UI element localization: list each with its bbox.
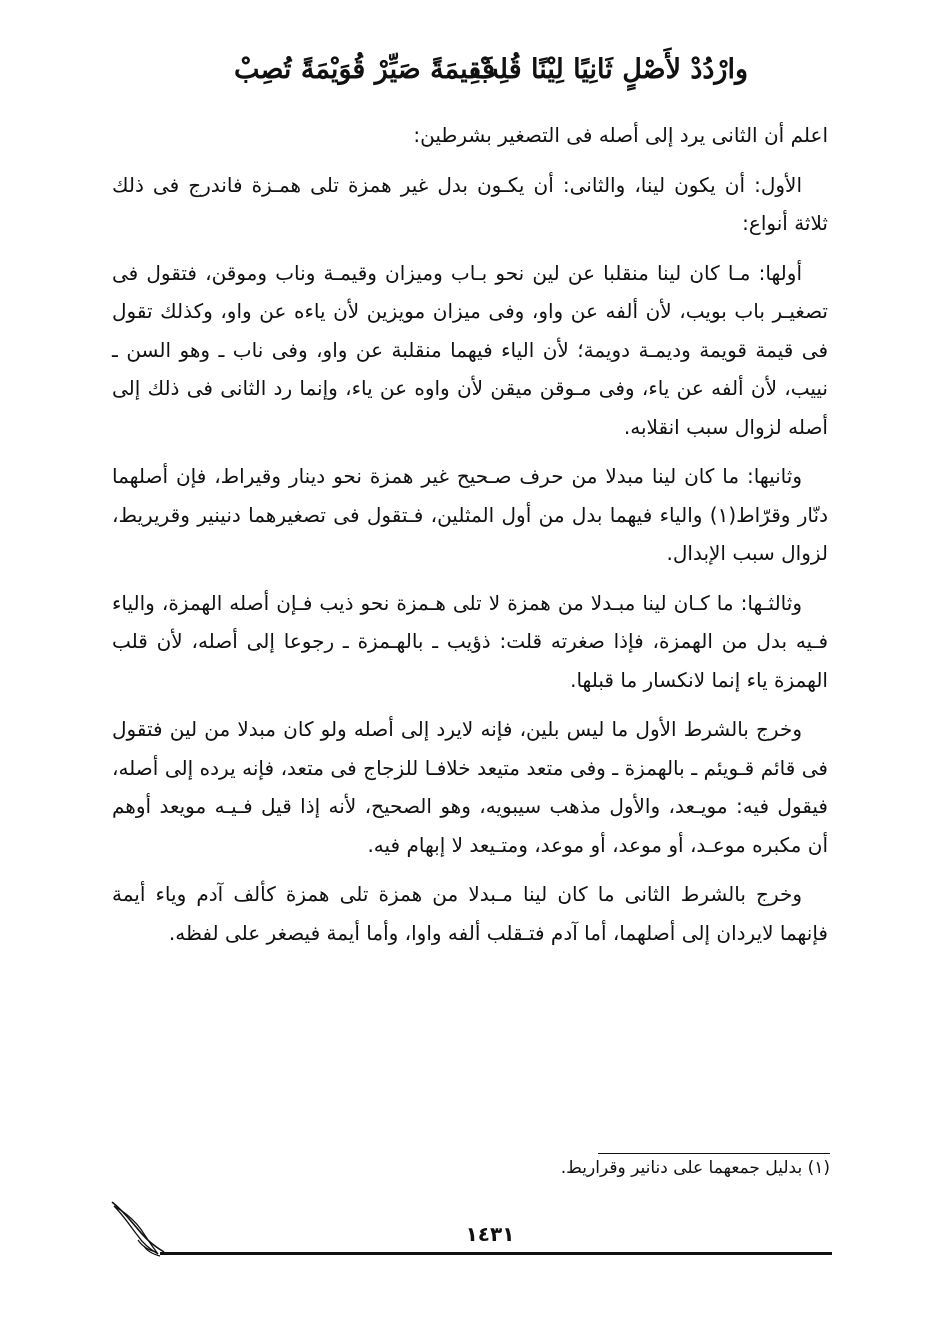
page-footer-rule xyxy=(160,1252,832,1255)
paragraph: أولها: مـا كان لينا منقلبا عن لين نحو بـاب وميزان وقيمـة وناب وموقن، فتقول فى تصغيـر باب بويب، لأن ألفه عن واو، وفى ميزان مويزين لأن ياءه عن واو، وكذلك تقول فى قيمة قويمة وديمـة دويمة؛ لأن الياء فيهما منقلبة عن واو، وفى ناب ـ وهو السن ـ نييب، لأن ألفه عن ياء، وفى مـوقن ميقن لأن واوه عن ياء، وإنما رد الثانى فى ذلك إلى أصله لزوال سبب انقلابه. xyxy=(112,260,828,439)
paragraph: الأول: أن يكون لينا، والثانى: أن يكـون بدل غير همزة تلى همـزة فاندرج فى ذلك ثلاثة أنواع: xyxy=(112,172,828,235)
paragraph: وثالثـها: ما كـان لينا مبـدلا من همزة لا تلى هـمزة نحو ذيب فـإن أصله الهمزة، والياء فـيه بدل من الهمزة، فإذا صغرته قلت: ذؤيب ـ بالهـمزة ـ رجوعا إلى أصله، لأن قلب الهمزة ياء إنما لانكسار ما قبلها. xyxy=(112,590,828,692)
footnote: (١) بدليل جمعهما على دنانير وقراريط. xyxy=(560,1158,830,1178)
verse-hemistich-left: فَقِيمَةً صَيِّرْ قُوَيْمَةً تُصِبْ xyxy=(234,54,495,85)
commentary-text xyxy=(112,116,828,963)
paragraph: وخرج بالشرط الأول ما ليس بلين، فإنه لايرد إلى أصله ولو كان مبدلا من لين فتقول فى قائم قـويئم ـ بالهمزة ـ وفى متعد متيعد خلافـا للزجاج فى متعد، فإنه يرده إلى أصله، فيقول فيه: مويـعد، والأول مذهب سيبويه، وهو الصحيح، لأنه إذا قيل فـيـه مويعد أوهم أن مكبره موعـد، أو موعد، أو موعد، ومتـيعد لا إبهام فيه. xyxy=(112,717,828,857)
paragraph: وخرج بالشرط الثانى ما كان لينا مـبدلا من همزة تلى همزة كألف آدم وياء أيمة فإنهما لايردان إلى أصلهما، أما آدم فتـقلب ألفه واوا، وأما أيمة فيصغر على لفظه. xyxy=(112,882,828,945)
quill-ornament-icon xyxy=(108,1196,172,1260)
page-number: ١٤٣١ xyxy=(465,1222,515,1246)
footnote-divider xyxy=(598,1153,830,1154)
paragraph: وثانيها: ما كان لينا مبدلا من حرف صـحيح غير همزة نحو دينار وقيراط، فإن أصلهما دنّار وقرّاط(١) والياء فيهما بدل من أول المثلين، فـتقول فى تصغيرهما دنينير وقريريط، لزوال سبب الإبدال. xyxy=(112,464,828,565)
verse-hemistich-right: وارْدُدْ لأَصْلٍ ثَانِيًا لِيْنًا قُلِبْ xyxy=(473,54,748,85)
paragraph: اعلم أن الثانى يرد إلى أصله فى التصغير بشرطين: xyxy=(413,123,828,147)
poem-verse xyxy=(200,48,760,98)
